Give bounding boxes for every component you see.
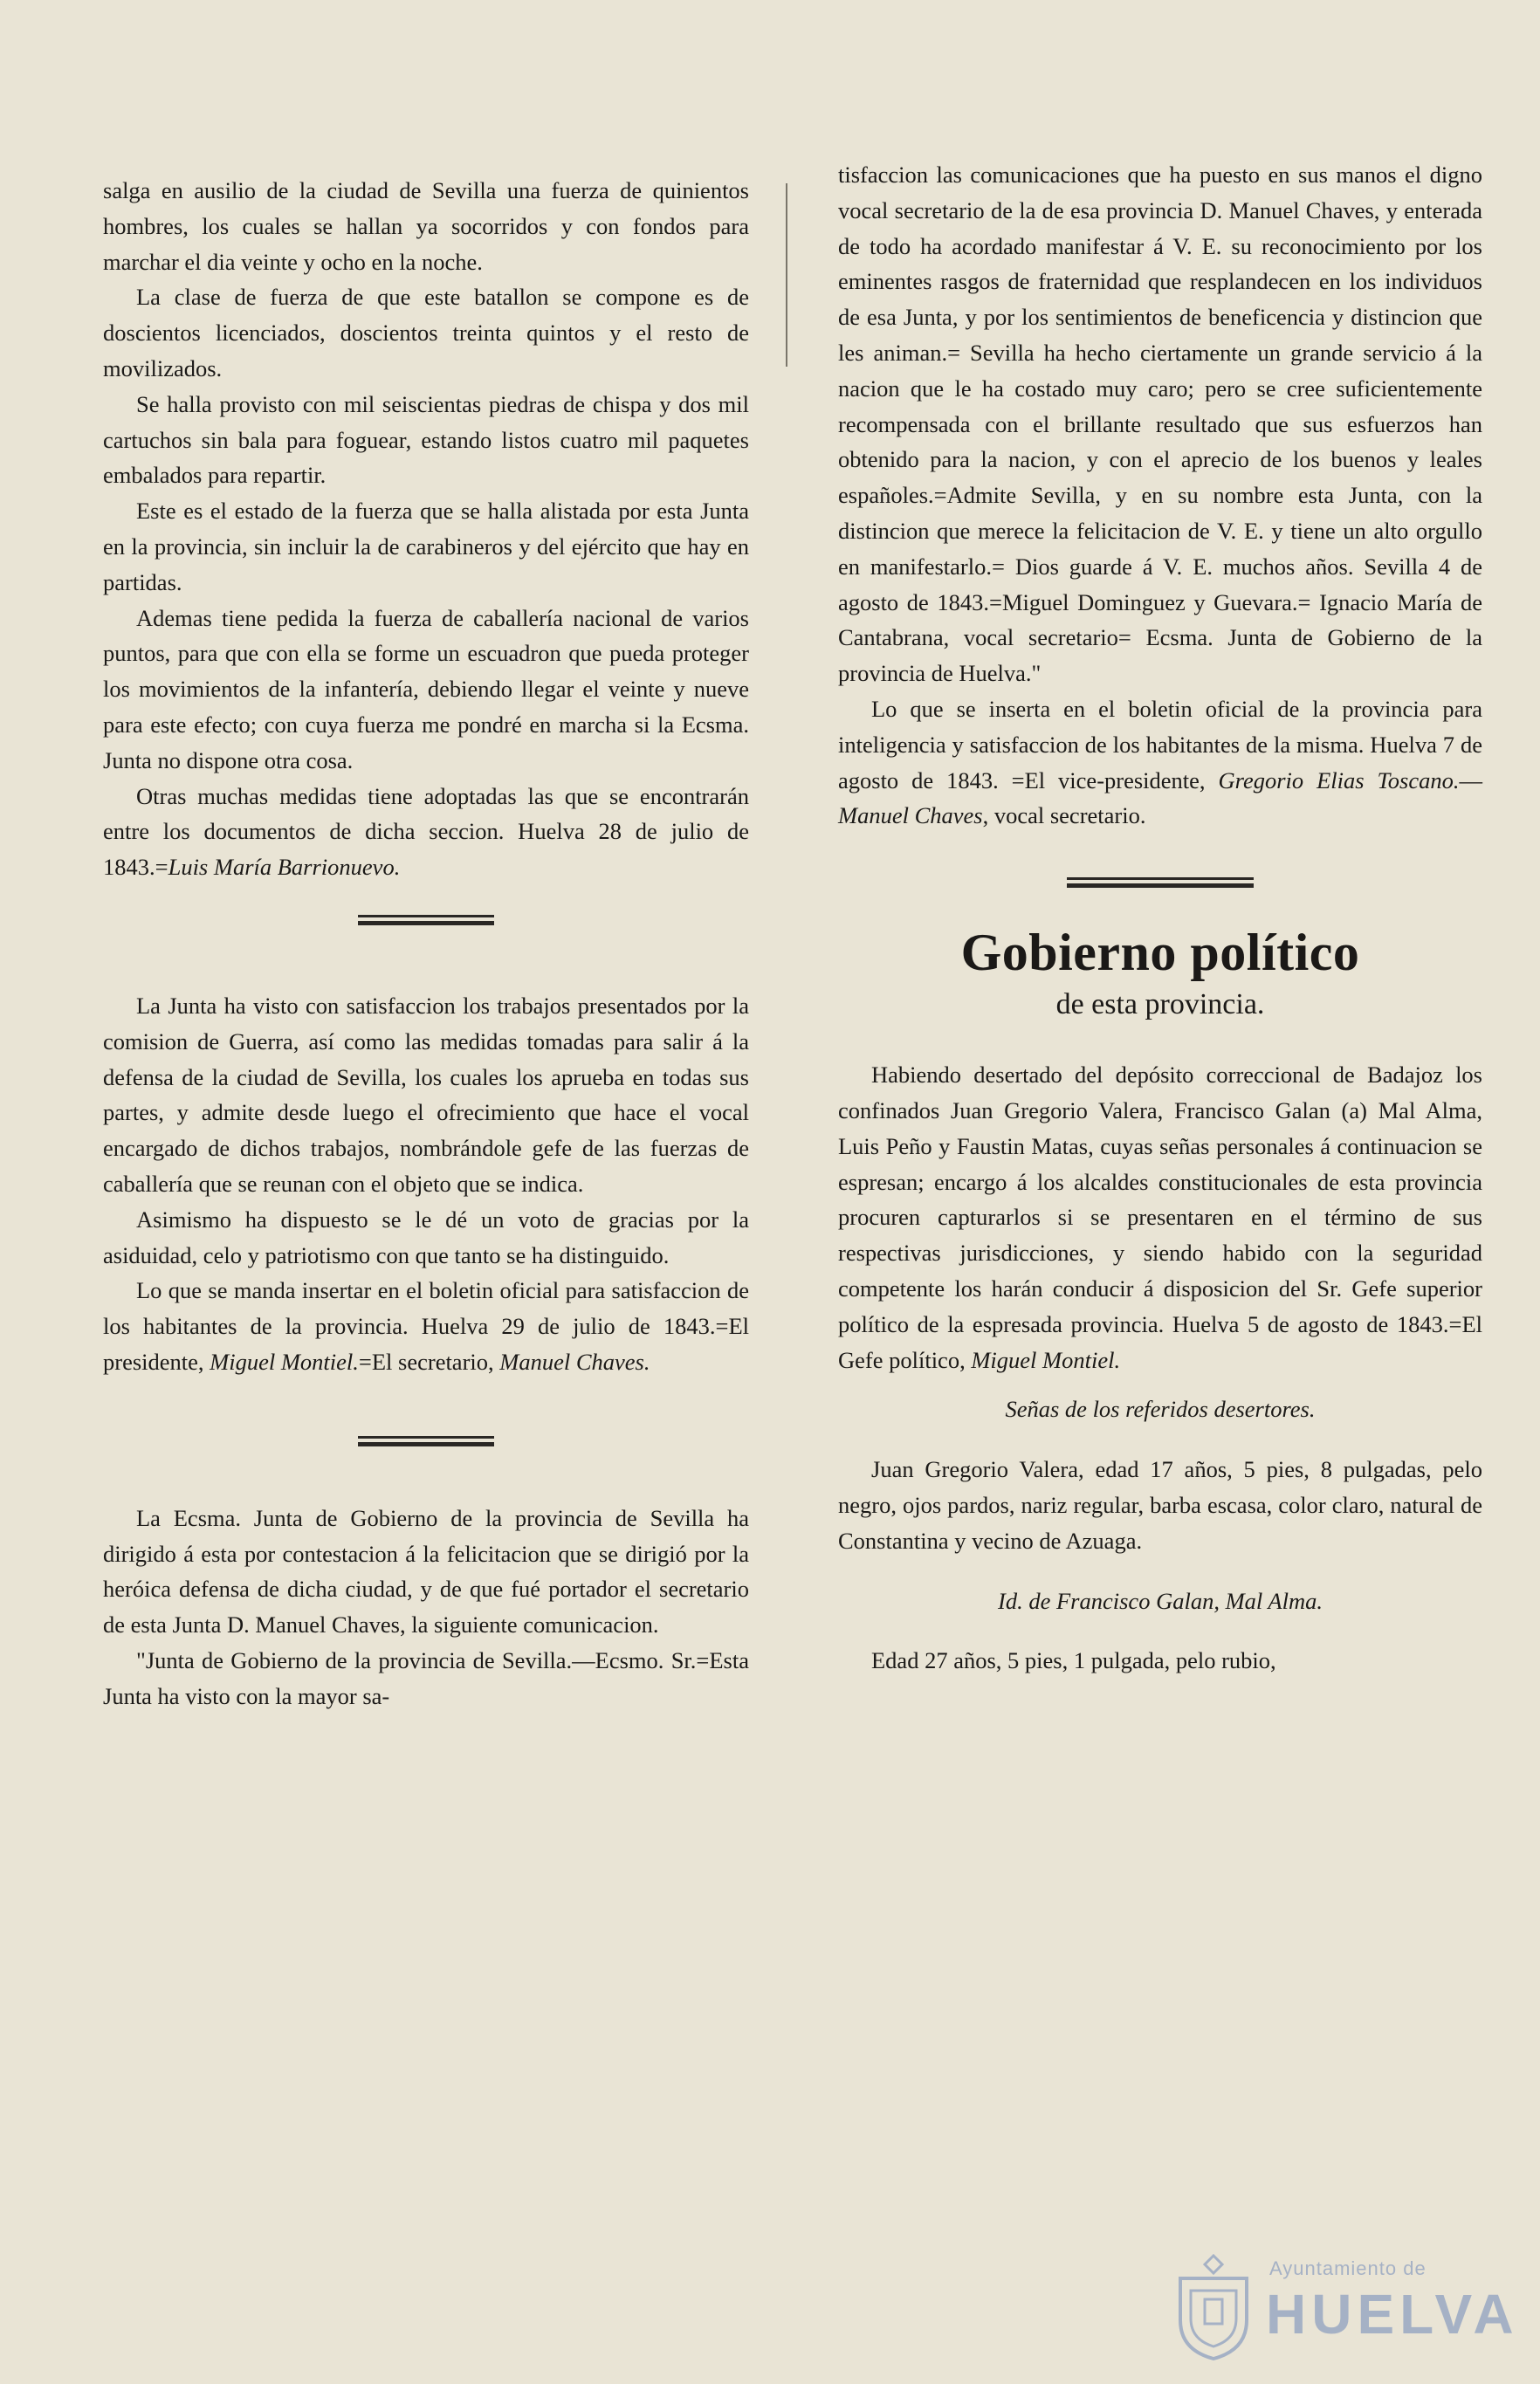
left-p9-mid: =El secretario, <box>358 1348 500 1375</box>
galan-subtitle-text: Id. de Francisco Galan, Mal Alma. <box>998 1587 1323 1614</box>
right-p2-mid: — <box>1459 766 1482 794</box>
section-divider-1 <box>358 915 494 927</box>
right-p3-signature: Miguel Montiel. <box>971 1346 1121 1373</box>
right-paragraph-3 <box>838 1057 1482 1377</box>
left-paragraph-8: Asimismo ha dispuesto se le dé un voto de gracias por la asiduidad, celo y patriotismo con que tanto se ha distinguido. <box>103 1206 749 1268</box>
section-divider-3 <box>1067 877 1254 890</box>
left-p6-signature: Luis María Barrionuevo. <box>168 854 401 881</box>
left-paragraph-9 <box>103 1273 749 1379</box>
right-paragraph-5: Edad 27 años, 5 pies, 1 pulgada, pelo rubio, <box>871 1647 1276 1674</box>
right-paragraph-4: Juan Gregorio Valera, edad 17 años, 5 pies, 8 pulgadas, pelo negro, ojos pardos, nariz regular, barba escasa, color claro, natural de Constantina y vecino de Azuaga. <box>838 1456 1482 1554</box>
section-heading: Gobierno político <box>960 924 1360 982</box>
right-p2-text: Lo que se inserta en el boletin oficial de la provincia para inteligencia y satisfaccion de los habitantes de la misma. Huelva 7 de agosto de 1843. =El vice-presidente, <box>838 695 1482 794</box>
left-paragraph-1: salga en ausilio de la ciudad de Sevilla una fuerza de quinientos hombres, los cuales se hallan ya socorridos y con fondos para marchar el dia veinte y ocho en la noche. <box>103 177 749 275</box>
galan-subtitle <box>838 1584 1482 1619</box>
left-p9-text: Lo que se manda insertar en el boletin oficial para satisfaccion de los habitantes de la provincia. Huelva 29 de julio de 1843.=El presidente, <box>103 1277 749 1375</box>
deserters-subtitle <box>838 1391 1482 1427</box>
left-paragraph-6 <box>103 779 749 885</box>
column-separator <box>786 183 787 367</box>
watermark-line-2: HUELVA <box>1266 2283 1519 2346</box>
left-p9-secretary: Manuel Chaves. <box>499 1348 650 1375</box>
right-column <box>838 157 1482 1679</box>
left-paragraph-2: La clase de fuerza de que este batallon se compone es de doscientos licenciados, doscientos treinta quintos y el resto de movilizados. <box>103 284 749 381</box>
left-paragraph-7: La Junta ha visto con satisfaccion los trabajos presentados por la comision de Guerra, así como las medidas tomadas para salir á la defensa de la ciudad de Sevilla, los cuales los aprueba en todas sus partes, y admite desde luego el ofrecimiento que hace el vocal encargado de dichos trabajos, nombrándole gefe de las fuerzas de caballería que se reunan con el objeto que se indica. <box>103 992 749 1197</box>
left-paragraph-10: La Ecsma. Junta de Gobierno de la provincia de Sevilla ha dirigido á esta por contestacion á la felicitacion que se dirigió por la heróica defensa de dicha ciudad, y de que fué portador el secretario de esta Junta D. Manuel Chaves, la siguiente comunicacion. <box>103 1504 749 1639</box>
deserters-subtitle-text: Señas de los referidos desertores. <box>1005 1396 1316 1423</box>
right-p2-vicepresident: Gregorio Elias Toscano. <box>1218 766 1460 794</box>
right-p2-end: , vocal secretario. <box>982 802 1146 829</box>
ayuntamiento-watermark <box>1172 2247 1519 2369</box>
left-p9-president: Miguel Montiel. <box>210 1348 359 1375</box>
left-p6-text: Otras muchas medidas tiene adoptadas las que se encontrarán entre los documentos de dicha seccion. Huelva 28 de julio de 1843.= <box>103 782 749 881</box>
left-paragraph-3: Se halla provisto con mil seiscientas piedras de chispa y dos mil cartuchos sin bala para foguear, estando listos cuatro mil paquetes embalados para repartir. <box>103 390 749 489</box>
left-paragraph-11: "Junta de Gobierno de la provincia de Sevilla.—Ecsmo. Sr.=Esta Junta ha visto con la mayor sa- <box>103 1646 749 1709</box>
left-column <box>103 173 749 1714</box>
left-paragraph-5: Ademas tiene pedida la fuerza de caballería nacional de varios puntos, para que con ella se forme un escuadron que pueda proteger los movimientos de la infantería, debiendo llegar el veinte y nueve para este efecto; con cuya fuerza me pondré en marcha si la Ecsma. Junta no dispone otra cosa. <box>103 604 749 773</box>
watermark-line-1: Ayuntamiento de <box>1269 2257 1427 2279</box>
right-p3-text: Habiendo desertado del depósito correccional de Badajoz los confinados Juan Gregorio Valera, Francisco Galan (a) Mal Alma, Luis Peño y Faustin Matas, cuyas señas personales á continuacion se espresan; encargo á los alcaldes constitucionales de esta provincia procuren capturarlos si se presentaren en el término de sus respectivas jurisdicciones, y siendo habido con la seguridad competente los harán conducir á disposicion del Sr. Gefe superior político de la espresada provincia. Huelva 5 de agosto de 1843.=El Gefe político, <box>838 1061 1482 1373</box>
section-divider-2 <box>358 1436 494 1448</box>
right-paragraph-1: tisfaccion las comunicaciones que ha puesto en sus manos el digno vocal secretario de la de esa provincia D. Manuel Chaves, y enterada de todo ha acordado manifestar á V. E. su reconocimiento por los eminentes rasgos de fraternidad que resplandecen en los individuos de esa Junta, y por los sentimientos de beneficencia y distincion que les animan.= Sevilla ha hecho ciertamente un grande servicio á la nacion que le ha costado muy caro; pero se cree suficientemente recompensada con el brillante resultado que sus esfuerzos han obtenido para la nacion, y con el aprecio de los buenos y leales españoles.=Admite Sevilla, y en su nombre esta Junta, con la distincion que merece la felicitacion de V. E. y tiene un alto orgullo en manifestarlo.= Dios guarde á V. E. muchos años. Sevilla 4 de agosto de 1843.=Miguel Dominguez y Guevara.= Ignacio María de Cantabrana, vocal secretario= Ecsma. Junta de Gobierno de la provincia de Huelva." <box>838 161 1482 687</box>
right-p2-secretary: Manuel Chaves <box>838 802 983 829</box>
left-paragraph-4: Este es el estado de la fuerza que se halla alistada por esta Junta en la provincia, sin incluir la de carabineros y del ejército que hay en partidas. <box>103 498 749 595</box>
right-paragraph-2 <box>838 691 1482 834</box>
section-subheading: de esta provincia. <box>1055 988 1265 1021</box>
city-shield-icon <box>1172 2252 1255 2362</box>
